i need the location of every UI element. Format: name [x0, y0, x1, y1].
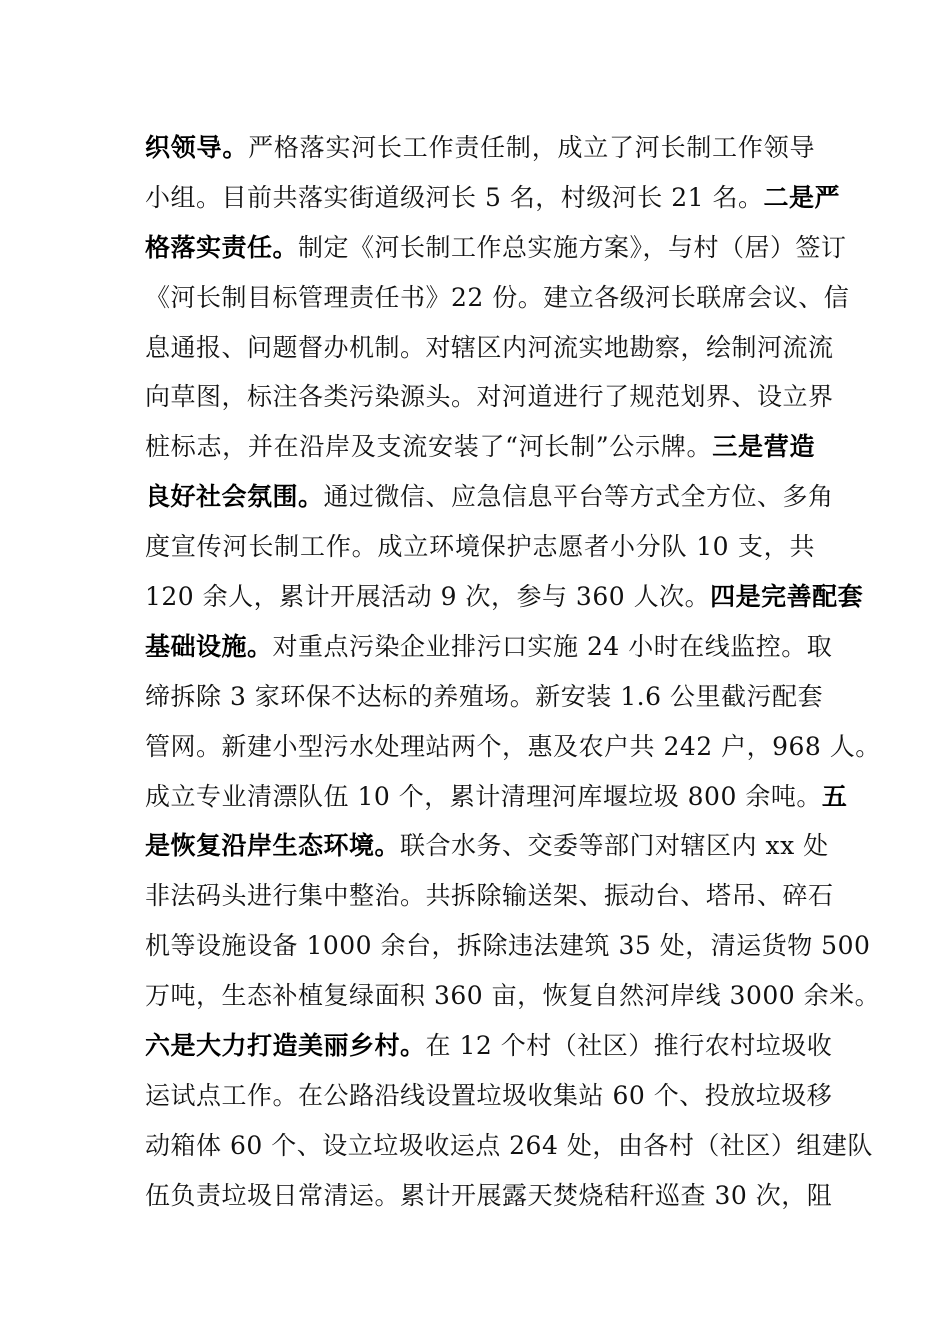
body-text: 度宣传河长制工作。成立环境保护志愿者小分队 10 支，共	[145, 532, 815, 562]
text-line	[145, 372, 834, 422]
body-text: 机等设施设备 1000 余台，拆除违法建筑 35 处，清运货物 500	[145, 931, 871, 961]
body-text: 息通报、问题督办机制。对辖区内河流实地勘察，绘制河流流	[145, 332, 834, 362]
body-text: 小组。目前共落实街道级河长 5 名，村级河长 21 名。	[145, 182, 764, 212]
body-text: 通过微信、应急信息平台等方式全方位、多角	[323, 482, 834, 512]
body-text: 非法码头进行集中整治。共拆除输送架、振动台、塔吊、碎石	[145, 881, 834, 911]
body-text: 严格落实河长工作责任制，成立了河长制工作领导	[248, 133, 815, 162]
text-line	[145, 223, 847, 273]
bold-heading-text: 良好社会氛围。	[145, 482, 324, 512]
body-text: 缔拆除 3 家环保不达标的养殖场。新安装 1.6 公里截污配套	[145, 681, 823, 711]
text-line	[145, 1121, 873, 1171]
body-text: 制定《河长制工作总实施方案》，与村（居）签订	[298, 232, 847, 262]
bold-heading-text: 织领导。	[145, 133, 249, 162]
text-line	[145, 323, 834, 373]
body-text: 管网。新建小型污水处理站两个，惠及农户共 242 户，968 人。	[145, 731, 881, 761]
text-line	[145, 622, 833, 672]
body-text: 在 12 个村（社区）推行农村垃圾收	[425, 1031, 833, 1061]
body-text: 向草图，标注各类污染源头。对河道进行了规范划界、设立界	[145, 382, 834, 412]
text-line	[145, 821, 829, 871]
body-text: 成立专业清漂队伍 10 个，累计清理河库堰垃圾 800 余吨。	[145, 781, 822, 811]
text-line	[145, 1021, 833, 1071]
bold-heading-text: 二是严	[763, 182, 841, 212]
body-text: 万吨，生态补植复绿面积 360 亩，恢复自然河岸线 3000 余米。	[145, 981, 881, 1011]
text-line	[145, 871, 834, 921]
bold-heading-text: 三是营造	[712, 432, 815, 462]
bold-heading-text: 六是大力打造美丽乡村。	[145, 1031, 426, 1061]
bold-heading-text: 五	[821, 781, 848, 811]
bold-heading-text: 是恢复沿岸生态环境。	[145, 831, 401, 861]
text-line	[145, 472, 834, 522]
text-line	[145, 921, 871, 971]
body-text: 120 余人，累计开展活动 9 次，参与 360 人次。	[145, 582, 711, 612]
body-text: 对重点污染企业排污口实施 24 小时在线监控。取	[272, 631, 833, 661]
body-paragraph	[145, 123, 881, 1221]
body-text: 《河长制目标管理责任书》22 份。建立各级河长联席会议、信	[145, 282, 850, 312]
bold-heading-text: 格落实责任。	[145, 232, 299, 262]
text-line	[145, 672, 823, 722]
body-text: 运试点工作。在公路沿线设置垃圾收集站 60 个、投放垃圾移	[145, 1080, 833, 1110]
bold-heading-text: 基础设施。	[145, 631, 273, 661]
text-line	[145, 422, 815, 472]
body-text: 伍负责垃圾日常清运。累计开展露天焚烧秸秆巡查 30 次，阻	[145, 1180, 833, 1210]
text-line	[145, 971, 881, 1021]
bold-heading-text: 四是完善配套	[710, 582, 864, 612]
text-line	[145, 1071, 833, 1121]
body-text: 联合水务、交委等部门对辖区内 xx 处	[400, 831, 829, 861]
text-line	[145, 772, 848, 822]
text-line	[145, 572, 864, 622]
text-line	[145, 1171, 833, 1221]
body-text: 动箱体 60 个、设立垃圾收运点 264 处，由各村（社区）组建队	[145, 1130, 873, 1160]
text-line	[145, 123, 815, 173]
body-text: 桩标志，并在沿岸及支流安装了“河长制”公示牌。	[145, 432, 713, 462]
text-line	[145, 522, 815, 572]
text-line	[145, 722, 881, 772]
text-line	[145, 173, 841, 223]
text-line	[145, 273, 850, 323]
